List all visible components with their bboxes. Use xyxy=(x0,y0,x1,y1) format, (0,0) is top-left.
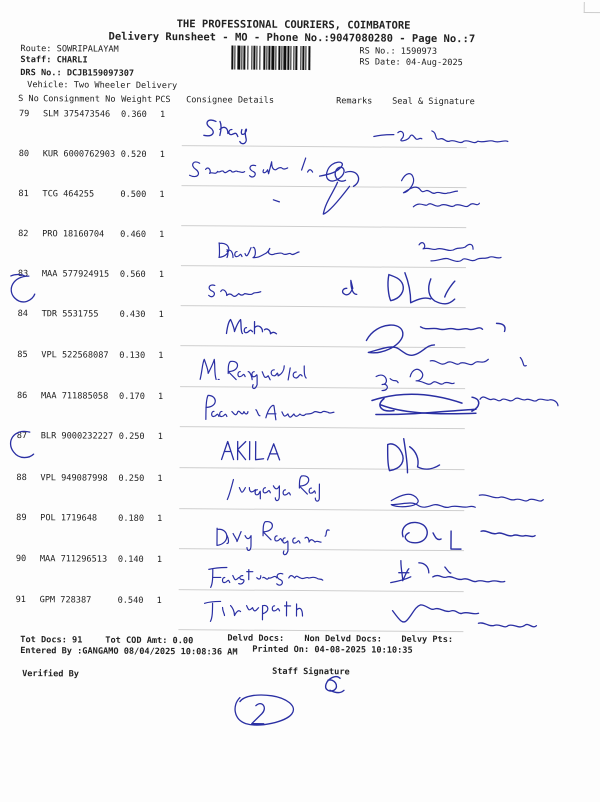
row-sno: 84 xyxy=(17,309,28,320)
row-weight: 0.170 xyxy=(118,391,145,402)
row-divider xyxy=(180,426,465,429)
company-title: THE PROFESSIONAL COURIERS, COIMBATORE xyxy=(176,18,411,32)
row-pcs: 1 xyxy=(159,110,166,121)
printed-on: Printed On: 04-08-2025 10:10:35 xyxy=(252,644,413,656)
row-divider xyxy=(179,589,464,592)
row-pcs: 1 xyxy=(158,351,164,362)
row-weight: 0.360 xyxy=(120,109,147,120)
runsheet-subtitle: Delivery Runsheet - MO - Phone No.:9047080280 - Page No.:7 xyxy=(108,30,476,46)
row-sno: 83 xyxy=(17,269,29,280)
row-sno: 81 xyxy=(18,189,29,200)
row-divider xyxy=(180,386,465,389)
row-consignment: MAA 577924915 xyxy=(41,269,110,280)
row-weight: 0.500 xyxy=(120,189,147,200)
row-weight: 0.130 xyxy=(119,350,146,361)
col-header-sno: S No xyxy=(18,94,39,105)
row-pcs: 1 xyxy=(157,432,163,443)
rs-number: RS No.: 1590973 xyxy=(359,46,438,57)
total-docs: Tot Docs: 91 xyxy=(20,635,83,646)
row-pcs: 1 xyxy=(157,474,163,485)
row-sno: 88 xyxy=(16,473,27,484)
row-sno: 82 xyxy=(18,229,29,240)
handwritten-signatures xyxy=(316,130,559,627)
row-consignment: TDR 5531755 xyxy=(41,309,99,320)
row-sno: 79 xyxy=(18,109,30,120)
row-consignment: GPM 728387 xyxy=(39,595,92,606)
handwritten-consignee-names xyxy=(186,120,335,622)
row-pcs: 1 xyxy=(156,555,163,566)
row-divider xyxy=(181,265,466,268)
row-consignment: MAA 711296513 xyxy=(39,554,108,565)
row-divider xyxy=(181,225,466,228)
rs-date: RS Date: 04-Aug-2025 xyxy=(359,57,463,69)
handwritten-remarks xyxy=(273,200,358,295)
row-divider xyxy=(178,629,463,632)
row-weight: 0.250 xyxy=(118,431,145,442)
entered-by: Entered By :GANGAMO 08/04/2025 10:08:36 AM xyxy=(20,646,238,658)
row-weight: 0.430 xyxy=(119,309,146,320)
col-header-consignee: Consignee Details xyxy=(186,95,275,106)
row-divider xyxy=(181,305,466,308)
row-divider xyxy=(180,467,465,470)
row-weight: 0.460 xyxy=(120,229,147,240)
row-consignment: PRO 18160704 xyxy=(42,229,105,240)
staff-label: Staff: CHARLI xyxy=(20,55,88,66)
row-pcs: 1 xyxy=(159,190,165,201)
row-pcs: 1 xyxy=(156,596,162,607)
row-weight: 0.140 xyxy=(117,554,144,565)
row-pcs: 1 xyxy=(158,270,165,281)
staff-signature-label: Staff Signature xyxy=(272,666,350,678)
row-consignment: BLR 9000232227 xyxy=(40,431,114,442)
verified-by-label: Verified By xyxy=(22,669,80,680)
delivered-docs: Delvd Docs: xyxy=(227,633,285,644)
row-sno: 91 xyxy=(15,595,26,606)
col-header-weight: Weight xyxy=(121,94,153,105)
vehicle-label: Vehicle: Two Wheeler Delivery xyxy=(27,80,178,92)
row-sno: 80 xyxy=(18,149,30,160)
row-weight: 0.250 xyxy=(118,473,145,484)
row-divider xyxy=(181,185,466,188)
row-weight: 0.520 xyxy=(120,149,147,160)
non-delivered-docs: Non Delvd Docs: xyxy=(304,634,382,645)
row-weight: 0.180 xyxy=(118,513,145,524)
row-pcs: 1 xyxy=(157,392,164,403)
row-sno: 90 xyxy=(15,554,27,565)
drs-label: DRS No.: DCJB159097307 xyxy=(20,68,135,79)
row-pcs: 1 xyxy=(159,230,165,241)
row-consignment: KUR 6000762903 xyxy=(42,149,116,160)
row-divider xyxy=(179,548,464,551)
row-pcs: 1 xyxy=(157,514,163,525)
handwritten-circles xyxy=(8,274,347,725)
row-sno: 87 xyxy=(16,431,28,442)
col-header-pcs: PCS xyxy=(155,94,171,106)
row-consignment: VPL 949087998 xyxy=(40,473,108,484)
row-divider xyxy=(182,145,467,148)
row-consignment: MAA 711885058 xyxy=(40,391,109,402)
row-pcs: 1 xyxy=(159,150,165,161)
row-consignment: SLM 375473546 xyxy=(42,109,111,120)
row-sno: 86 xyxy=(16,391,28,402)
row-divider xyxy=(180,345,465,348)
col-header-remarks: Remarks xyxy=(336,96,373,107)
page-corner-mark xyxy=(584,2,600,13)
row-sno: 89 xyxy=(16,513,27,524)
row-consignment: POL 1719648 xyxy=(40,513,98,524)
row-weight: 0.540 xyxy=(117,595,144,606)
col-header-consignment: Consignment No xyxy=(43,94,116,105)
col-header-seal-signature: Seal & Signature xyxy=(392,96,475,108)
route-label: Route: SOWRIPALAYAM xyxy=(20,44,119,55)
row-weight: 0.560 xyxy=(119,269,146,280)
total-cod-amount: Tot COD Amt: 0.00 xyxy=(105,635,194,647)
row-consignment: TCG 464255 xyxy=(42,189,95,200)
delivery-points: Delvy Pts: xyxy=(401,634,454,646)
row-sno: 85 xyxy=(17,350,28,361)
row-consignment: VPL 522568087 xyxy=(41,350,109,361)
barcode xyxy=(230,46,353,73)
row-pcs: 1 xyxy=(158,310,164,321)
row-divider xyxy=(179,508,464,511)
